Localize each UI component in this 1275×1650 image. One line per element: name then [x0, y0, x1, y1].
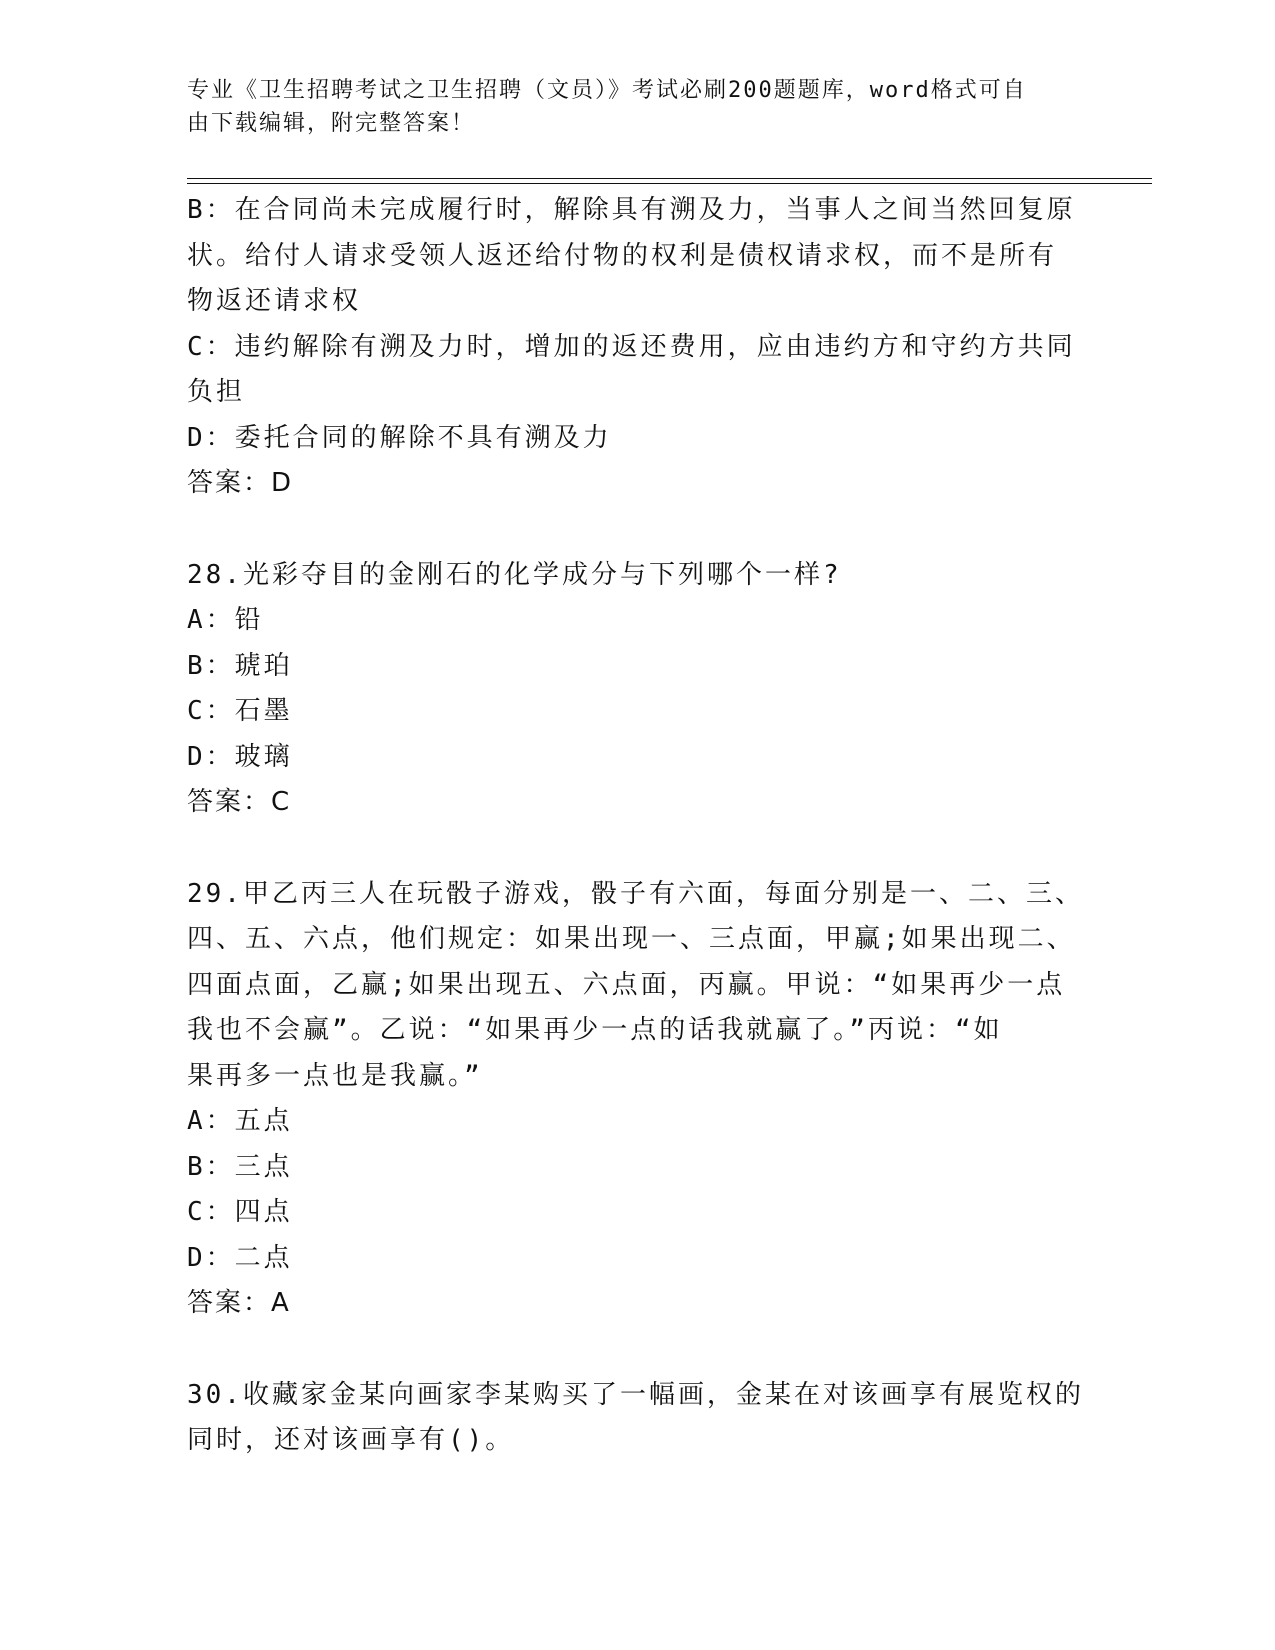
spacer [187, 507, 1087, 553]
header-line-2: 由下载编辑，附完整答案！ [187, 111, 476, 136]
header-rule-bottom [187, 183, 1152, 184]
option-d: D：二点 [187, 1242, 293, 1273]
answer-text: 答案：D [187, 468, 294, 498]
question-stem: 29.甲乙丙三人在玩骰子游戏，骰子有六面，每面分别是一、二、三、 [187, 878, 1084, 909]
option-b-line: 物返还请求权 [187, 286, 362, 316]
option-b-line: 状。给付人请求受领人返还给付物的权利是债权请求权，而不是所有 [187, 240, 1058, 271]
question-stem: 同时，还对该画享有()。 [187, 1425, 515, 1455]
spacer [187, 1327, 1087, 1373]
option-d: D：委托合同的解除不具有溯及力 [187, 422, 612, 453]
option-b: B：琥珀 [187, 650, 293, 681]
question-stem: 果再多一点也是我赢。” [187, 1060, 483, 1091]
option-c-line: C：违约解除有溯及力时，增加的返还费用，应由违约方和守约方共同 [187, 331, 1076, 362]
question-30 [187, 1373, 1087, 1464]
question-27-continuation [187, 188, 1087, 507]
option-a: A：五点 [187, 1106, 293, 1136]
option-d: D：玻璃 [187, 741, 293, 772]
question-content [187, 188, 1087, 1464]
question-28 [187, 553, 1087, 826]
option-a: A：铅 [187, 605, 264, 635]
option-c: C：四点 [187, 1197, 293, 1227]
option-c-line: 负担 [187, 377, 246, 407]
option-b-line: B：在合同尚未完成履行时，解除具有溯及力，当事人之间当然回复原 [187, 195, 1076, 225]
spacer [187, 826, 1087, 872]
question-stem: 我也不会赢”。乙说：“如果再少一点的话我就赢了。”丙说：“如 [187, 1015, 1003, 1045]
question-stem: 四、五、六点，他们规定：如果出现一、三点面，甲赢;如果出现二、 [187, 924, 1076, 954]
question-stem: 30.收藏家金某向画家李某购买了一幅画，金某在对该画享有展览权的 [187, 1379, 1084, 1410]
document-header [187, 74, 1067, 140]
option-c: C：石墨 [187, 696, 293, 726]
header-line-1: 专业《卫生招聘考试之卫生招聘（文员）》考试必刷200题题库，word格式可自 [187, 78, 1027, 103]
question-29 [187, 872, 1087, 1327]
question-stem: 28.光彩夺目的金刚石的化学成分与下列哪个一样? [187, 559, 842, 590]
header-rule-top [187, 178, 1152, 179]
question-stem: 四面点面，乙赢;如果出现五、六点面，丙赢。甲说：“如果再少一点 [187, 969, 1066, 1000]
answer-text: 答案：C [187, 787, 292, 817]
answer-text: 答案：A [187, 1288, 291, 1318]
option-b: B：三点 [187, 1151, 293, 1182]
